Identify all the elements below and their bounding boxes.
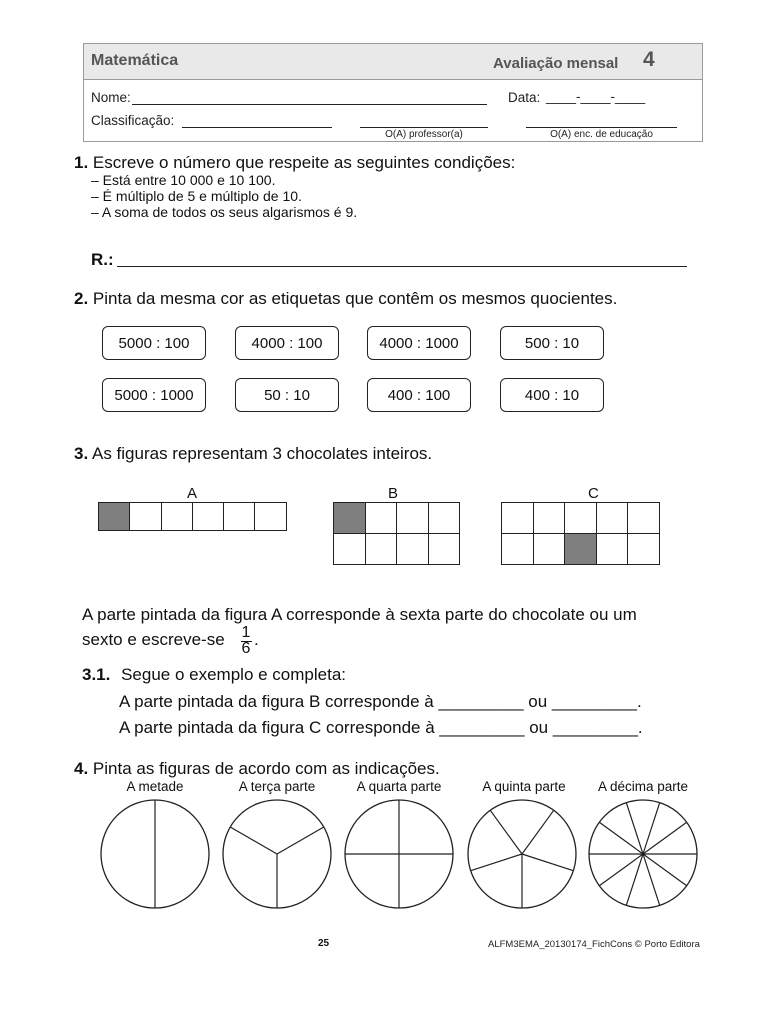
circle-label-third: A terça parte [238,779,316,794]
quotient-tag[interactable]: 50 : 10 [235,378,339,412]
question-1 [74,153,515,173]
chocolate-piece [534,503,566,534]
explanation-line-1: A parte pintada da figura A corresponde à sexta parte do chocolate ou um [82,605,637,624]
chocolate-piece-shaded [334,503,366,534]
quotient-tag[interactable]: 4000 : 100 [235,326,339,360]
guardian-caption: O(A) enc. de educação [550,129,653,140]
circle-label-quarter: A quarta parte [356,779,442,794]
question-4-number: 4. [74,759,89,778]
classification-field[interactable] [182,127,332,128]
chocolate-piece [628,503,660,534]
chocolate-figure-a [98,502,287,531]
figure-b-label: B [388,485,399,502]
question-3 [74,444,432,464]
name-label: Nome: [91,90,131,105]
chocolate-piece-shaded [99,503,130,531]
fraction-circle[interactable] [101,800,209,908]
quotient-tag[interactable]: 5000 : 100 [102,326,206,360]
fraction-period: . [254,630,259,649]
fraction-numerator: 1 [241,624,251,641]
quotient-tag[interactable]: 4000 : 1000 [367,326,471,360]
circle-label-half: A metade [126,779,184,794]
chocolate-piece [565,503,597,534]
condition-1: – Está entre 10 000 e 10 100. [91,172,276,188]
quotient-tag[interactable]: 5000 : 1000 [102,378,206,412]
condition-2: – É múltiplo de 5 e múltiplo de 10. [91,188,302,204]
quotient-tag[interactable]: 500 : 10 [500,326,604,360]
chocolate-piece [502,534,534,565]
evaluation-title: Avaliação mensal [493,55,619,72]
question-2-number: 2. [74,289,89,308]
quotient-tag[interactable]: 400 : 10 [500,378,604,412]
chocolate-piece [628,534,660,565]
figure-a-label: A [187,485,198,502]
chocolate-piece [534,534,566,565]
chocolate-piece [397,503,429,534]
circle-label-tenth: A décima parte [597,779,689,794]
chocolate-piece [429,503,461,534]
chocolate-piece [334,534,366,565]
chocolate-piece [366,534,398,565]
chocolate-piece [255,503,286,531]
teacher-signature-line[interactable] [360,127,488,128]
classification-label: Classificação: [91,113,175,128]
chocolate-figure-c [501,502,660,565]
chocolate-piece [193,503,224,531]
date-label: Data: [508,90,541,105]
question-1-title: Escreve o número que respeite as seguintes condições: [92,153,516,172]
fill-line-c[interactable]: A parte pintada da figura C corresponde à _________ ou _________. [119,718,643,737]
chocolate-piece [502,503,534,534]
page-number: 25 [318,938,330,949]
explanation-line-2: sexto e escreve-se [82,630,225,649]
chocolate-piece [130,503,161,531]
chocolate-piece [597,534,629,565]
teacher-caption: O(A) professor(a) [385,129,463,140]
answer-label: R.: [91,250,114,269]
fraction-circle[interactable] [468,800,576,908]
question-1-number: 1. [74,153,89,172]
question-3-title: As figuras representam 3 chocolates inteiros. [91,444,433,463]
footer-code: ALFM3EMA_20130174_FichCons © Porto Editora [488,939,700,950]
chocolate-figure-b [333,502,460,565]
fraction-circle[interactable] [345,800,453,908]
circle-label-fifth: A quinta parte [482,779,566,794]
fraction-circle[interactable] [589,800,697,908]
fraction-circle[interactable] [223,800,331,908]
answer-field[interactable] [117,266,687,267]
fraction-denominator: 6 [241,640,251,657]
chocolate-piece [397,534,429,565]
subquestion-3-1 [82,665,346,685]
chocolate-piece-shaded [565,534,597,565]
guardian-signature-line[interactable] [526,127,677,128]
subject-title: Matemática [91,52,179,69]
question-2 [74,289,617,309]
condition-3: – A soma de todos os seus algarismos é 9. [91,204,358,220]
fraction-circles [0,790,768,920]
question-4-title: Pinta as figuras de acordo com as indicações. [92,759,440,778]
date-field[interactable]: ____-____-____ [546,89,646,104]
fill-line-b[interactable]: A parte pintada da figura B corresponde à _________ ou _________. [119,692,642,711]
figure-c-label: C [588,485,599,502]
quotient-tag[interactable]: 400 : 100 [367,378,471,412]
question-3-number: 3. [74,444,89,463]
chocolate-piece [162,503,193,531]
chocolate-piece [366,503,398,534]
subquestion-number: 3.1. [82,665,111,684]
subquestion-title: Segue o exemplo e completa: [121,665,347,684]
chocolate-piece [224,503,255,531]
name-field[interactable] [132,104,487,105]
question-4 [74,759,440,779]
chocolate-piece [597,503,629,534]
evaluation-number: 4 [643,48,655,71]
question-2-title: Pinta da mesma cor as etiquetas que contêm os mesmos quocientes. [92,289,618,308]
chocolate-piece [429,534,461,565]
